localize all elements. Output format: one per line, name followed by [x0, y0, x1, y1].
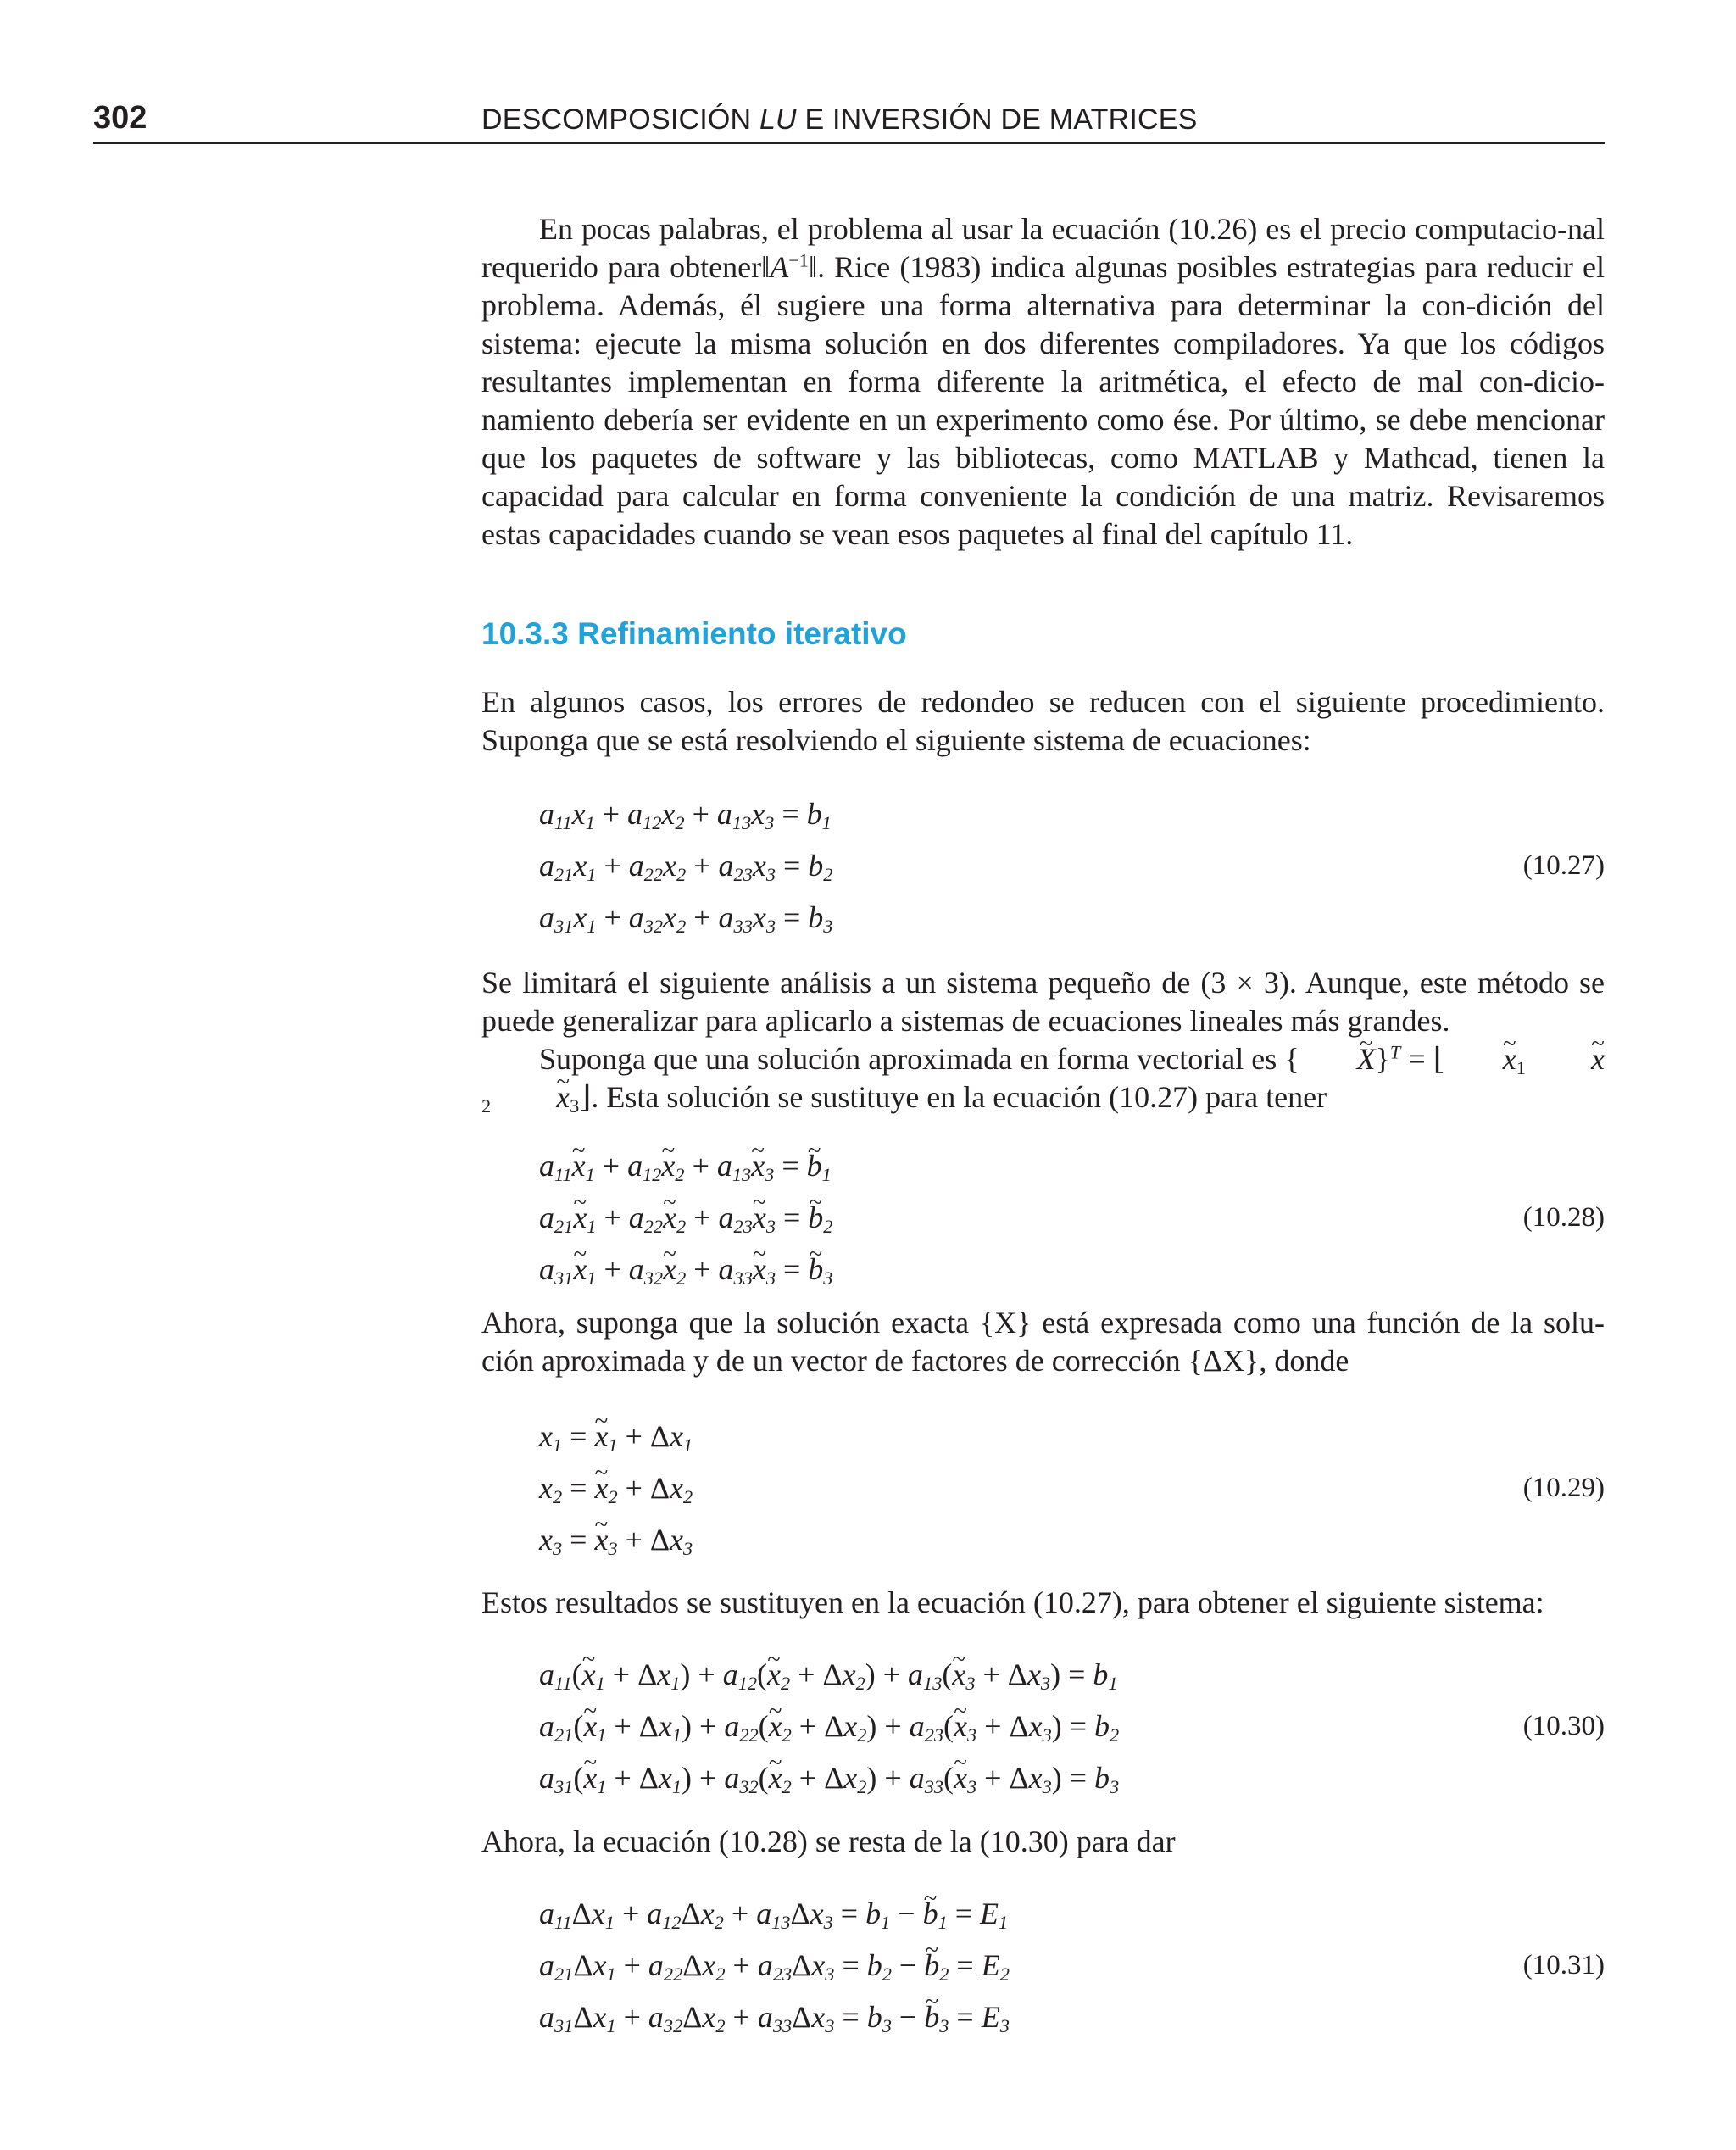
paragraph-4: Suponga que una solución aproximada en forma vectorial es {~ X}$^T$ = ⌊~ $x_1$ ~ $x_2$ ~ $x_3⌋$. Esta solución se sustituye en la ecuación (10.27) para tener [481, 1040, 1605, 1117]
paragraph-1: En pocas palabras, el problema al usar la ecuación (10.26) es el precio computacio-nal requerido para $obtener‖A^{-1}‖$. Rice (1983) indica algunas posibles estrategias para reducir el problema. Además, él sugiere una forma alternativa para determinar la con-dición del sistema: ejecute la misma solución en dos diferentes compiladores. Ya que los códigos resultantes implementan en forma diferente la aritmética, el efecto de mal con-dicio-namiento debería ser evidente en un experimento como ése. Por último, se debe mencionar que los paquetes de software y las bibliotecas, como MATLAB y Mathcad, tienen la capacidad para calcular en forma conveniente la condición de una matriz. Revisaremos estas capacidades cuando se vean esos paquetes al final del capítulo 11. [481, 212, 1605, 551]
equation-10-27: $a_{11}x_1 + a_{12}x_2 + a_{13}x_3 = b_1$ $a_{21}x_1 + a_{22}x_2 + a_{23}x_3 = b_2$ (10.27) $a_{31}x_1 + a_{32}x_2 + a_{33}x_3 = b_3$ [539, 797, 1605, 938]
equation-10-30: $a_{11}(\sim$ $x_1 + \Delta x_1$) + $a_{12}(\sim$ $x_2 + \Delta x_2$) + $a_{13}(\sim$ $x_3 + \Delta x_3) = b_1$ $a_{21}(\sim$ $x_1 + \Delta x_1$) + $a_{22}(\sim$ $x_2 + \Delta x_2$) + $a_{23}(\sim$ $x_3 + \Delta x_3) = b_2$ (10.30) $a_{31}(\sim$ $x_1 + \Delta x_1$) + $a_{32}(\sim$ $x_2 + \Delta x_2$) + $a_{33}(\sim$ $x_3 + \Delta x_3) = b_3$ [539, 1649, 1605, 1804]
page-number: 302 [93, 100, 147, 136]
equation-number: (10.31) [1522, 1950, 1605, 1980]
paragraph-3: Se limitará el siguiente análisis a un sistema pequeño de (3 × 3). Aunque, este método se puede generalizar para aplicarlo a sistemas de ecuaciones lineales más grandes. [481, 966, 1605, 1038]
equation-number: (10.30) [1522, 1711, 1605, 1741]
equation-10-31: $a_{11}\Delta x_1 + a_{12}\Delta x_2 + a_{13}\Delta x_3 = b_1$ − ~ $b_1 = E_1$ $a_{21}\Delta x_1 + a_{22}\Delta x_2 + a_{23}\Delta x_3 = b_2$ − ~ $b_2 = E_2$ (10.31) $a_{31}\Delta x_1 + a_{32}\Delta x_2 + a_{33}\Delta x_3 = b_3$ − ~ $b_3 = E_3$ [539, 1888, 1605, 2043]
equation-number: (10.27) [1522, 850, 1605, 881]
section-heading: 10.3.3 Refinamiento iterativo [481, 616, 907, 651]
equation-number: (10.28) [1522, 1202, 1605, 1233]
running-header [93, 95, 1605, 144]
running-title: DESCOMPOSICIÓN LU E INVERSIÓN DE MATRICES [481, 103, 1198, 136]
equation-10-29: $x_1$ = ~ $x_1 + \Delta x_1$ $x_2$ = ~ $x_2 + \Delta x_2$ (10.29) $x_3$ = ~ $x_3 + \Delta x_3$ [539, 1411, 1605, 1566]
paragraph-6: Estos resultados se sustituyen en la ecuación (10.27), para obtener el siguiente sistema: [481, 1585, 1544, 1619]
equation-10-28: $a_{11}\sim$ $x_1$ + $a_{12}\sim$ $x_2$ + $a_{13}\sim$ $x_3$ = ~ $b_1$ $a_{21}\sim$ $x_1$ + $a_{22}\sim$ $x_2$ + $a_{23}\sim$ $x_3$ = ~ $b_2$ (10.28) $a_{31}\sim$ $x_1$ + $a_{32}\sim$ $x_2$ + $a_{33}\sim$ $x_3$ = ~ $b_3$ [539, 1140, 1605, 1295]
paragraph-7: Ahora, la ecuación (10.28) se resta de la (10.30) para dar [481, 1824, 1176, 1858]
paragraph-5: Ahora, suponga que la solución exacta {X} está expresada como una función de la solu-ción aproximada y de un vector de factores de corrección {ΔX}, donde [481, 1306, 1605, 1378]
paragraph-2: En algunos casos, los errores de redondeo se reducen con el siguiente procedimiento. Suponga que se está resolviendo el siguiente sistema de ecuaciones: [481, 685, 1605, 757]
equation-number: (10.29) [1522, 1473, 1605, 1503]
